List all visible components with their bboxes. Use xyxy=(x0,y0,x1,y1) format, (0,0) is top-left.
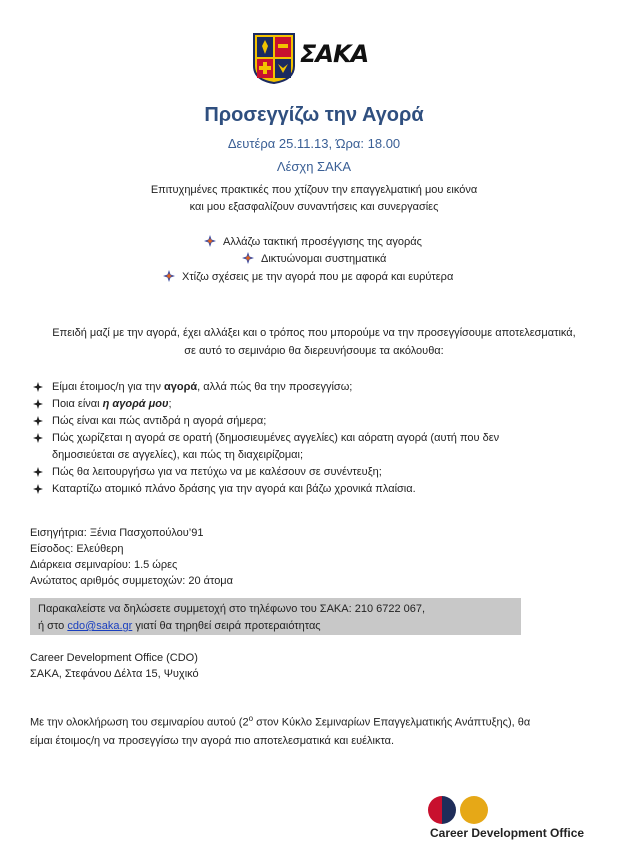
list-item: Πώς χωρίζεται η αγορά σε ορατή (δημοσιευμένες αγγελίες) και αόρατη αγορά (αυτή που δεν δημοσιεύεται σε αγγελίες), και πώς τη διαχειρίζομαι; xyxy=(30,430,590,464)
event-subtitle xyxy=(0,182,628,216)
list-item: Ποια είναι η αγορά μου; xyxy=(30,396,590,413)
list-item: Είμαι έτοιμος/η για την αγορά, αλλά πώς θα την προσεγγίσω; xyxy=(30,379,590,396)
email-link[interactable]: cdo@saka.gr xyxy=(67,620,133,632)
registration-line-2: ή στο cdo@saka.gr γιατί θα τηρηθεί σειρά προτεραιότητας xyxy=(38,620,321,632)
subtitle-line-1: Επιτυχημένες πρακτικές που χτίζουν την επαγγελματική μου εικόνα xyxy=(150,184,478,196)
diamond-bullet-icon xyxy=(33,399,43,409)
highlight-text: Χτίζω σχέσεις με την αγορά που με αφορά και ευρύτερα xyxy=(182,271,454,283)
cdo-split-circle-icon xyxy=(428,796,456,824)
closing-line-1: Με την ολοκλήρωση του σεμιναρίου αυτού ($2^o$ στον Κύκλο Σεμιναρίων Επαγγελματικής Ανάπτυξης), θα xyxy=(30,714,531,729)
registration-line-1: Παρακαλείστε να δηλώσετε συμμετοχή στο τηλέφωνο του ΣΑΚΑ: 210 6722 067, xyxy=(38,603,426,615)
cdo-logo-label: Career Development Office xyxy=(430,826,585,840)
highlight-item xyxy=(204,235,422,248)
list-item: Πώς θα λειτουργήσω για να πετύχω να με καλέσουν σε συνέντευξη; xyxy=(30,464,590,481)
diamond-bullet-icon xyxy=(33,484,43,494)
event-location: Λέσχη ΣΑΚΑ xyxy=(276,159,352,174)
event-title: Προσεγγίζω την Αγορά xyxy=(204,104,424,126)
intro-paragraph xyxy=(0,324,628,360)
office-address: ΣΑΚΑ, Στεφάνου Δέλτα 15, Ψυχικό xyxy=(30,668,199,680)
duration-info: Διάρκεια σεμιναρίου: 1.5 ώρες xyxy=(30,559,178,571)
star-bullet-icon xyxy=(204,235,216,247)
max-participants-info: Ανώτατος αριθμός συμμετοχών: 20 άτομα xyxy=(30,575,234,587)
office-name: Career Development Office (CDO) xyxy=(30,652,198,664)
subtitle-line-2: και μου εξασφαλίζουν συναντήσεις και συνεργασίες xyxy=(189,201,439,213)
highlight-text: Αλλάζω τακτική προσέγγισης της αγοράς xyxy=(223,236,422,248)
closing-paragraph xyxy=(30,710,600,750)
saka-logo xyxy=(252,32,372,86)
star-bullet-icon xyxy=(242,252,254,264)
cdo-footer-logo xyxy=(428,796,608,846)
list-item: Πώς είναι και πώς αντιδρά η αγορά σήμερα; xyxy=(30,413,590,430)
seminar-topics-list xyxy=(30,379,590,498)
highlight-item xyxy=(163,270,453,283)
diamond-bullet-icon xyxy=(33,416,43,426)
intro-line-1: Επειδή μαζί με την αγορά, έχει αλλάξει και ο τρόπος που μπορούμε να την προσεγγίσουμε αποτελεσματικά, xyxy=(52,327,576,339)
list-item: Καταρτίζω ατομικό πλάνο δράσης για την αγορά και βάζω χρονικά πλαίσια. xyxy=(30,481,590,498)
highlight-text: Δικτυώνομαι συστηματικά xyxy=(261,253,387,265)
diamond-bullet-icon xyxy=(33,382,43,392)
speaker-info: Εισηγήτρια: Ξένια Πασχοπούλου’91 xyxy=(30,527,204,539)
diamond-bullet-icon xyxy=(33,433,43,443)
highlight-item xyxy=(242,252,386,265)
cdo-gold-circle-icon xyxy=(460,796,488,824)
star-bullet-icon xyxy=(163,270,175,282)
saka-wordmark: ΣΑΚΑ xyxy=(300,40,369,68)
saka-crest-icon xyxy=(252,32,296,84)
entry-info: Είσοδος: Ελεύθερη xyxy=(30,543,124,555)
intro-line-2: σε αυτό το σεμινάριο θα διερευνήσουμε τα ακόλουθα: xyxy=(184,345,444,357)
diamond-bullet-icon xyxy=(33,467,43,477)
event-date: Δευτέρα 25.11.13, Ώρα: 18.00 xyxy=(227,136,401,151)
closing-line-2: είμαι έτοιμος/η να προσεγγίσω την αγορά πιο αποτελεσματικά και ευέλικτα. xyxy=(30,734,395,747)
registration-box xyxy=(30,598,521,635)
